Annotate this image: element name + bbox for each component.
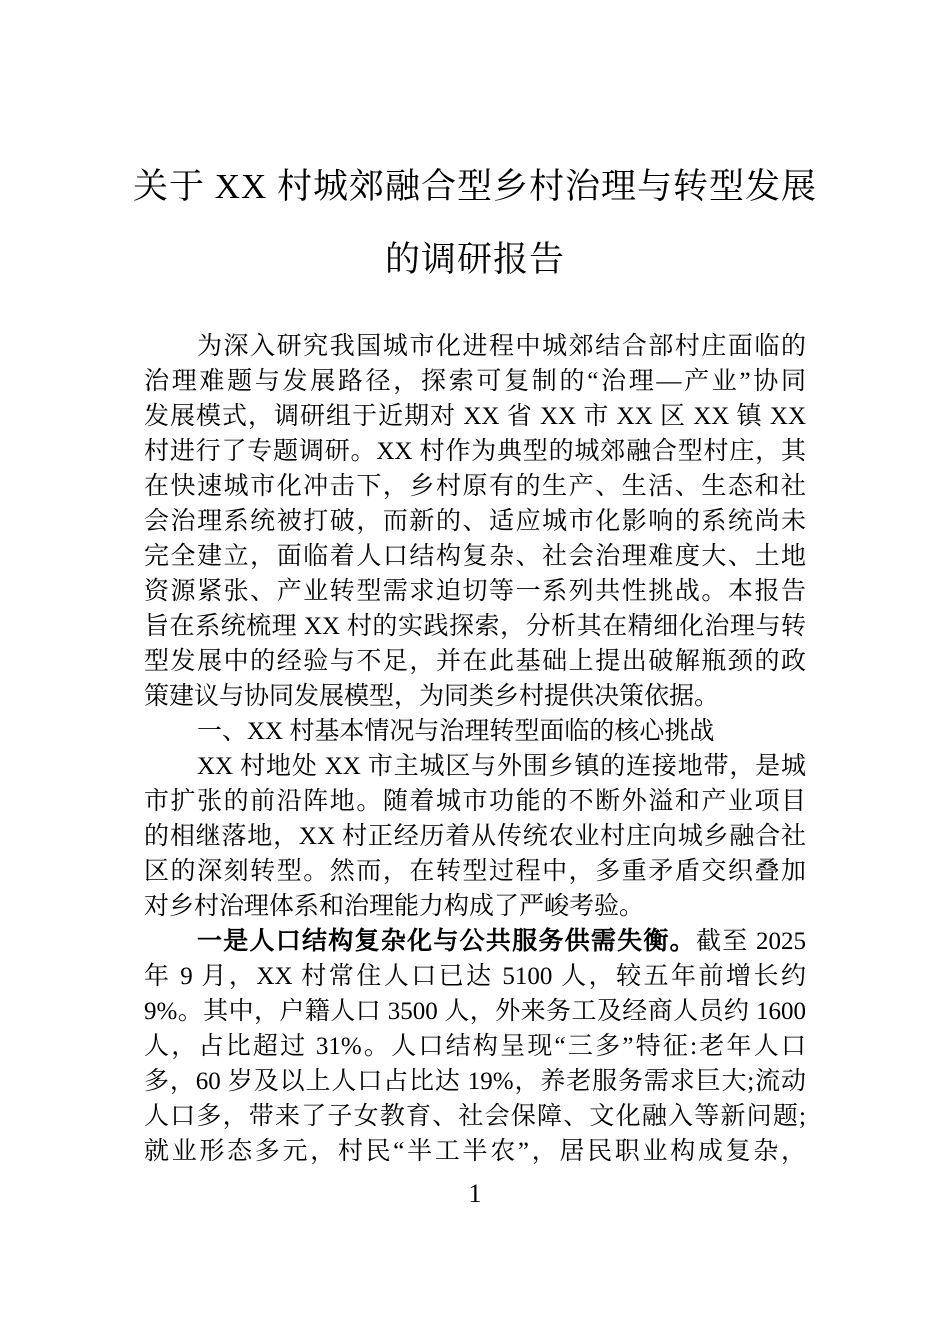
section-heading	[144, 714, 806, 749]
text-line: 策建议与协同发展模型，为同类乡村提供决策依据。	[144, 683, 720, 710]
text-line: 区的深刻转型。然而，在转型过程中，多重矛盾交织叠加	[144, 858, 806, 885]
text-line: 村进行了专题调研。XX 村作为典型的城郊融合型村庄，其	[144, 438, 806, 465]
document-body	[144, 329, 806, 1169]
text-line: XX 村地处 XX 市主城区与外围乡镇的连接地带，是城	[197, 753, 806, 780]
text-line: 人，占比超过 31%。人口结构呈现“三多”特征:老年人口	[144, 1033, 806, 1060]
text-line: 多，60 岁及以上人口占比达 19%，养老服务需求巨大;流动	[144, 1068, 806, 1095]
text-line: 一、XX 村基本情况与治理转型面临的核心挑战	[197, 718, 715, 745]
text-line: 年 9 月，XX 村常住人口已达 5100 人，较五年前增长约	[144, 963, 806, 990]
text-line: 在快速城市化冲击下，乡村原有的生产、生活、生态和社	[144, 473, 806, 500]
text-line: 完全建立，面临着人口结构复杂、社会治理难度大、土地	[144, 543, 806, 570]
text-line: 治理难题与发展路径，探索可复制的“治理—产业”协同	[144, 368, 806, 395]
document-title	[0, 0, 950, 296]
text-line: 就业形态多元，村民“半工半农”，居民职业构成复杂，	[144, 1138, 806, 1165]
text-line: 市扩张的前沿阵地。随着城市功能的不断外溢和产业项目	[144, 788, 806, 815]
paragraph	[144, 749, 806, 924]
text-line: 资源紧张、产业转型需求迫切等一系列共性挑战。本报告	[144, 578, 806, 605]
title-line-2: 的调研报告	[384, 240, 565, 279]
paragraph	[144, 329, 806, 714]
text-line: 型发展中的经验与不足，并在此基础上提出破解瓶颈的政	[144, 648, 806, 675]
text-line: 对乡村治理体系和治理能力构成了严峻考验。	[144, 893, 645, 920]
page-number: 1	[468, 1179, 482, 1208]
text-line: 人口多，带来了子女教育、社会保障、文化融入等新问题;	[144, 1103, 806, 1130]
text-line: 会治理系统被打破，而新的、适应城市化影响的系统尚未	[144, 508, 806, 535]
text-line: 旨在系统梳理 XX 村的实践探索，分析其在精细化治理与转	[144, 613, 806, 640]
text-line: 为深入研究我国城市化进程中城郊结合部村庄面临的	[197, 333, 806, 360]
text-line: 的相继落地，XX 村正经历着从传统农业村庄向城乡融合社	[144, 823, 806, 850]
text-line: 9%。其中，户籍人口 3500 人，外来务工及经商人员约 1600	[144, 998, 806, 1025]
title-line-1: 关于 XX 村城郊融合型乡村治理与转型发展	[132, 167, 818, 206]
paragraph	[144, 924, 806, 1169]
text-line: 一是人口结构复杂化与公共服务供需失衡。截至 2025	[197, 928, 806, 955]
text-line: 发展模式，调研组于近期对 XX 省 XX 市 XX 区 XX 镇 XX	[144, 403, 806, 430]
bold-lead-sentence: 一是人口结构复杂化与公共服务供需失衡。	[197, 928, 696, 955]
